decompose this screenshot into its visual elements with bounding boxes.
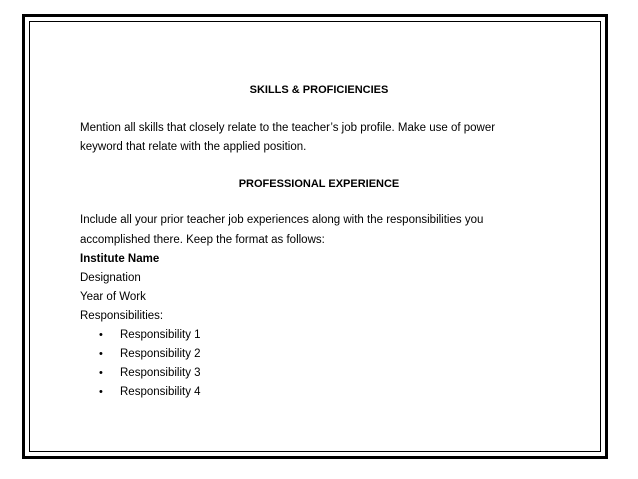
- bullet-icon: •: [99, 386, 103, 398]
- bullet-icon: •: [99, 329, 103, 341]
- designation-label: Designation: [80, 272, 141, 284]
- skills-heading: SKILLS & PROFICIENCIES: [249, 84, 389, 96]
- bullet-icon: •: [99, 348, 103, 360]
- skills-text-line-2: keyword that relate with the applied position.: [80, 141, 307, 153]
- experience-text-line-2: accomplished there. Keep the format as follows:: [80, 234, 325, 246]
- responsibility-text: Responsibility 2: [120, 348, 201, 360]
- skills-text-line-1: Mention all skills that closely relate to the teacher’s job profile. Make use of power: [80, 122, 496, 134]
- year-of-work-label: Year of Work: [80, 291, 146, 303]
- list-item: [99, 365, 201, 381]
- experience-text-line-1: Include all your prior teacher job experiences along with the responsibilities you: [80, 214, 484, 226]
- list-item: [99, 384, 201, 400]
- list-item: [99, 327, 201, 343]
- responsibilities-label: Responsibilities:: [80, 310, 164, 322]
- responsibility-text: Responsibility 4: [120, 386, 201, 398]
- list-item: [99, 346, 201, 362]
- bullet-icon: •: [99, 367, 103, 379]
- responsibility-text: Responsibility 1: [120, 329, 201, 341]
- experience-heading: PROFESSIONAL EXPERIENCE: [238, 178, 400, 190]
- institute-name-label: Institute Name: [80, 253, 160, 265]
- responsibility-text: Responsibility 3: [120, 367, 201, 379]
